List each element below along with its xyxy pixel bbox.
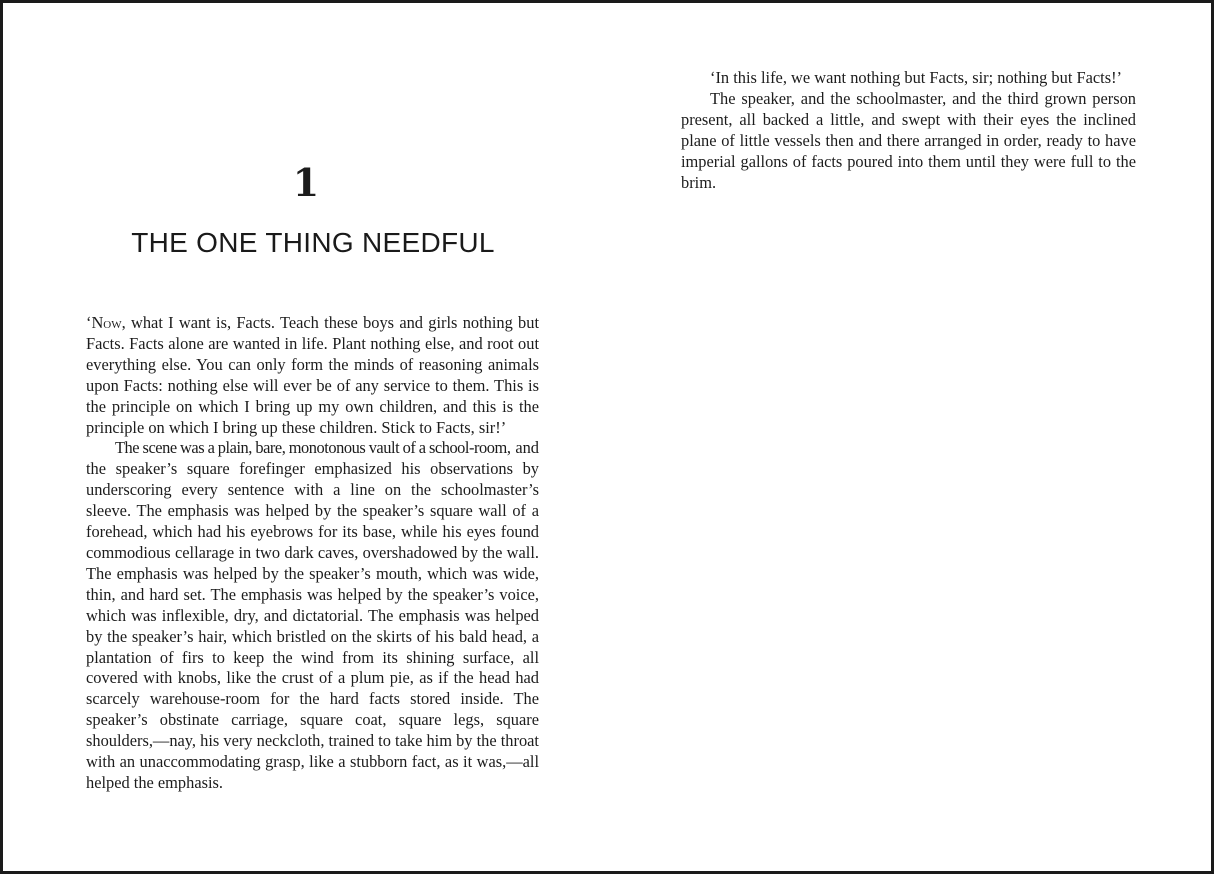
chapter-number: 1: [292, 160, 319, 205]
chapter-title: THE ONE THING NEEDFUL: [131, 227, 495, 258]
paragraph-text: , what I want is, Facts. Teach these boys and girls nothing but Facts. Facts alone are wanted in life. Plant nothing else, and root out everything else. You can only form the minds of reasoning animals upon Facts: nothing else will ever be of any service to them. This is the principle on which I bring up my own children, and this is the principle on which I bring up these children. Stick to Facts, sir!’: [86, 313, 539, 437]
paragraph-opening-speech: [86, 313, 539, 438]
left-page: [3, 3, 608, 871]
paragraph-first-line: The scene was a plain, bare, monotonous vault of a school-room,: [115, 438, 511, 458]
right-page: [608, 3, 1211, 871]
open-quote: ‘: [86, 313, 92, 332]
paragraph-text: and the speaker’s square forefinger emphasized his observations by underscoring every sentence with a line on the schoolmaster’s sleeve. The emphasis was helped by the speaker’s square wall of a forehead, which had his eyebrows for its base, while his eyes found commodious cellarage in two dark caves, overshadowed by the wall. The emphasis was helped by the speaker’s mouth, which was wide, thin, and hard set. The emphasis was helped by the speaker’s voice, which was inflexible, dry, and dictatorial. The emphasis was helped by the speaker’s hair, which bristled on the skirts of his bald head, a plantation of firs to keep the wind from its shining surface, all covered with knobs, like the crust of a plum pie, as if the head had scarcely warehouse-room for the hard facts stored inside. The speaker’s obstinate carriage, square coat, square legs, square shoulders,—nay, his very neckcloth, trained to take him by the throat with an unaccommodating grasp, like a stubborn fact, as it was,—all helped the emphasis.: [86, 438, 539, 792]
left-page-text: [86, 313, 539, 794]
paragraph-scene-description: [86, 438, 539, 793]
paragraph-facts-quote: ‘In this life, we want nothing but Facts, sir; nothing but Facts!’: [710, 68, 1122, 87]
right-page-text: [681, 68, 1136, 193]
paragraph-speaker-backed: The speaker, and the schoolmaster, and the third grown person present, all backed a little, and swept with their eyes the inclined plane of little vessels then and there arranged in order, ready to have imperial gallons of facts poured into them until they were full to the brim.: [681, 88, 1136, 192]
lead-word-smallcaps: Now: [91, 313, 122, 332]
